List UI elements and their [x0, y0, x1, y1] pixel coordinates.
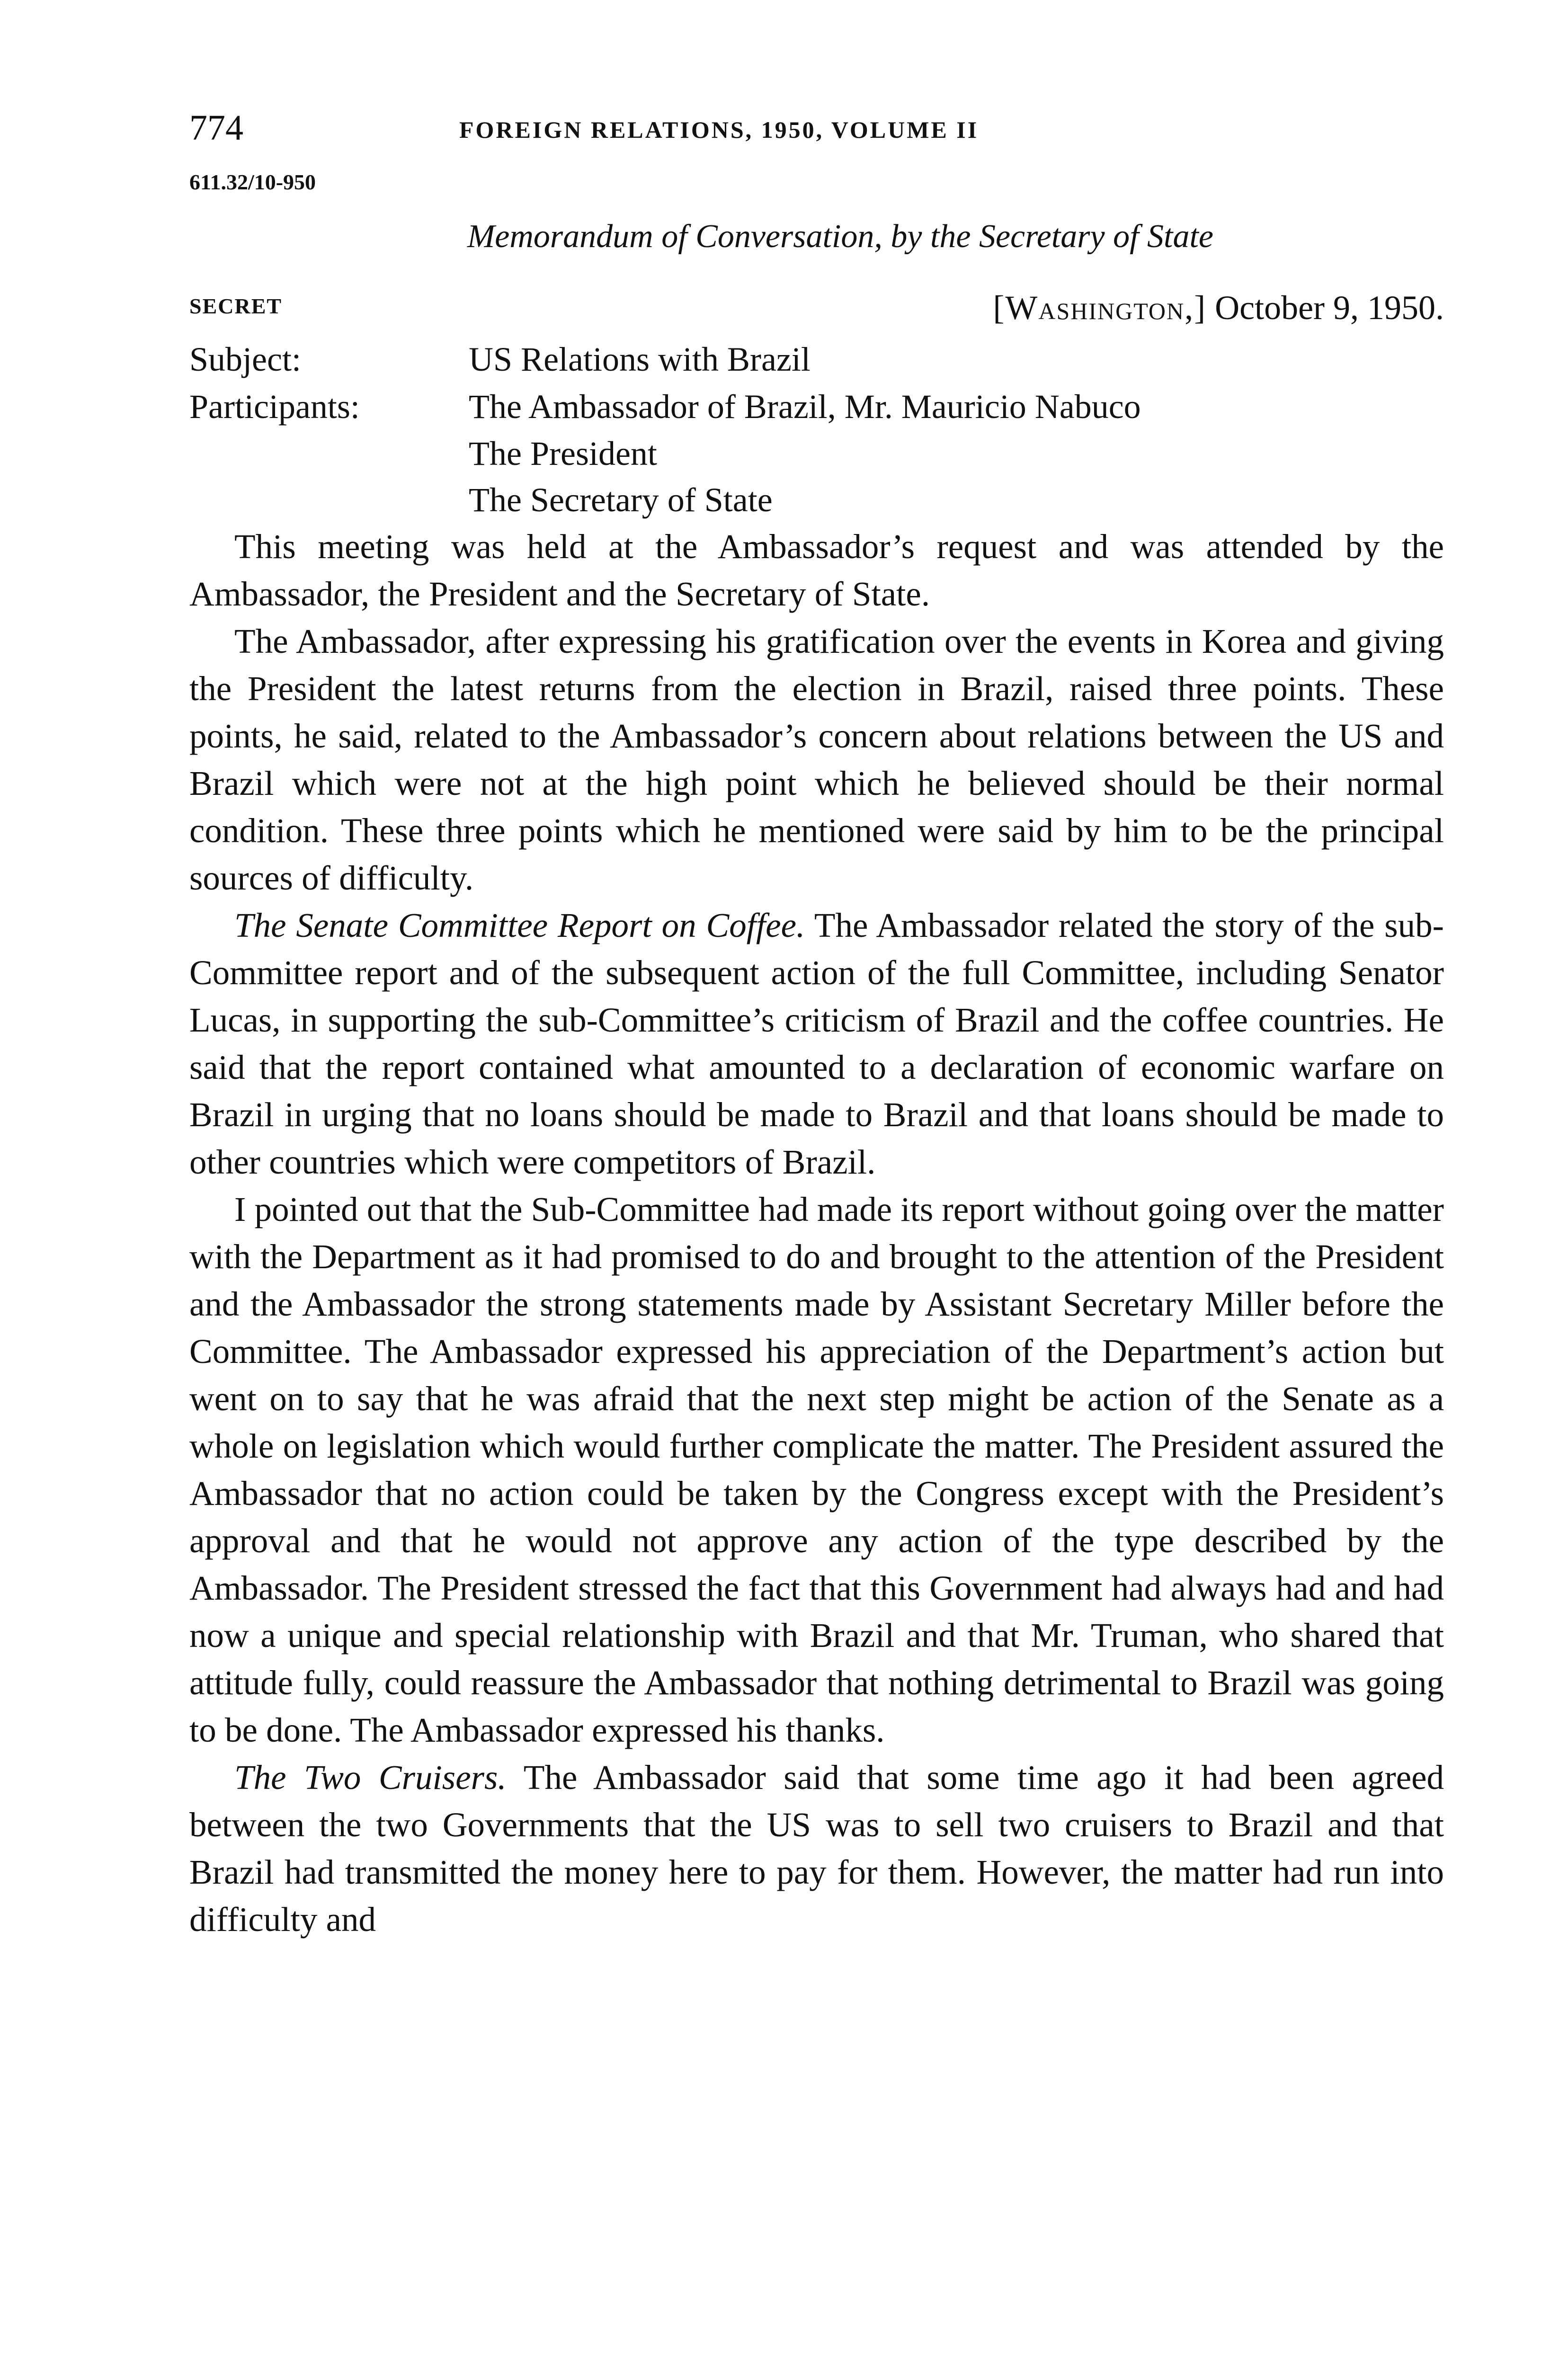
subject-value: US Relations with Brazil — [469, 340, 811, 378]
participant-item: The President — [469, 435, 657, 472]
paragraph — [189, 618, 1444, 902]
subject-label: Subject: — [189, 340, 301, 378]
page-header — [189, 109, 1444, 161]
paragraph — [189, 523, 1444, 618]
file-number: 611.32/10-950 — [189, 170, 316, 194]
paragraph-subheading: The Two Cruisers. — [234, 1758, 507, 1797]
document-title: Memorandum of Conversation, by the Secretary of State — [467, 218, 1213, 255]
subject-row — [189, 336, 1444, 383]
paragraph-text: The Ambassador said that some time ago it had been agreed between the two Governments that the US was to sell two cruisers to Brazil and that Brazil had transmitted the money here to pay for them. However, the matter had run into difficulty and — [189, 1758, 1444, 1939]
paragraph-text: This meeting was held at the Ambassador’s request and was attended by the Ambassador, the President and the Secretary of State. — [189, 527, 1444, 613]
participant-item: The Ambassador of Brazil, Mr. Mauricio Nabuco — [469, 388, 1141, 426]
memorandum-body — [189, 523, 1444, 1943]
paragraph-text: The Ambassador related the story of the sub-Committee report and of the subsequent action of the full Committee, including Senator Lucas, in supporting the sub-Committee’s criticism of Brazil and the coffee countries. He said that the report contained what amounted to a declaration of economic warfare on Brazil in urging that no loans should be made to Brazil and that loans should be made to other countries which were competitors of Brazil. — [189, 906, 1444, 1181]
page-number: 774 — [189, 108, 243, 148]
participants-label: Participants: — [189, 388, 360, 426]
paragraph-text: The Ambassador, after expressing his gratification over the events in Korea and giving the President the latest returns from the election in Brazil, raised three points. These points, he said, related to the Ambassador’s concern about relations between the US and Brazil which were not at the high point which he believed should be their normal condition. These three points which he mentioned were said by him to be the principal sources of difficulty. — [189, 622, 1444, 897]
participants-row — [189, 383, 1444, 430]
paragraph — [189, 1754, 1444, 1943]
document-page — [189, 109, 1444, 1943]
paragraph — [189, 902, 1444, 1186]
dateline-place: [Washington,] — [993, 289, 1207, 327]
classification-dateline-row — [189, 286, 1444, 336]
running-head: FOREIGN RELATIONS, 1950, VOLUME II — [459, 116, 979, 143]
dateline-date: October 9, 1950. — [1215, 289, 1444, 327]
participant-item: The Secretary of State — [469, 481, 773, 519]
dateline — [993, 286, 1444, 329]
paragraph — [189, 1186, 1444, 1754]
classification-marking: SECRET — [189, 294, 283, 318]
paragraph-text: I pointed out that the Sub-Committee had made its report without going over the matter with the Department as it had promised to do and brought to the attention of the President and the Ambassador the strong statements made by Assistant Secretary Miller before the Committee. The Ambassador expressed his appreciation of the Department’s action but went on to say that he was afraid that the next step might be action of the Senate as a whole on legislation which would further complicate the matter. The President assured the Ambassador that no action could be taken by the Congress except with the President’s approval and that he would not approve any action of the type described by the Ambassador. The President stressed the fact that this Government had always had and had now a unique and special relationship with Brazil and that Mr. Truman, who shared that attitude fully, could reassure the Ambassador that nothing detrimental to Brazil was going to be done. The Ambassador expressed his thanks. — [189, 1190, 1444, 1749]
paragraph-subheading: The Senate Committee Report on Coffee. — [234, 906, 805, 944]
